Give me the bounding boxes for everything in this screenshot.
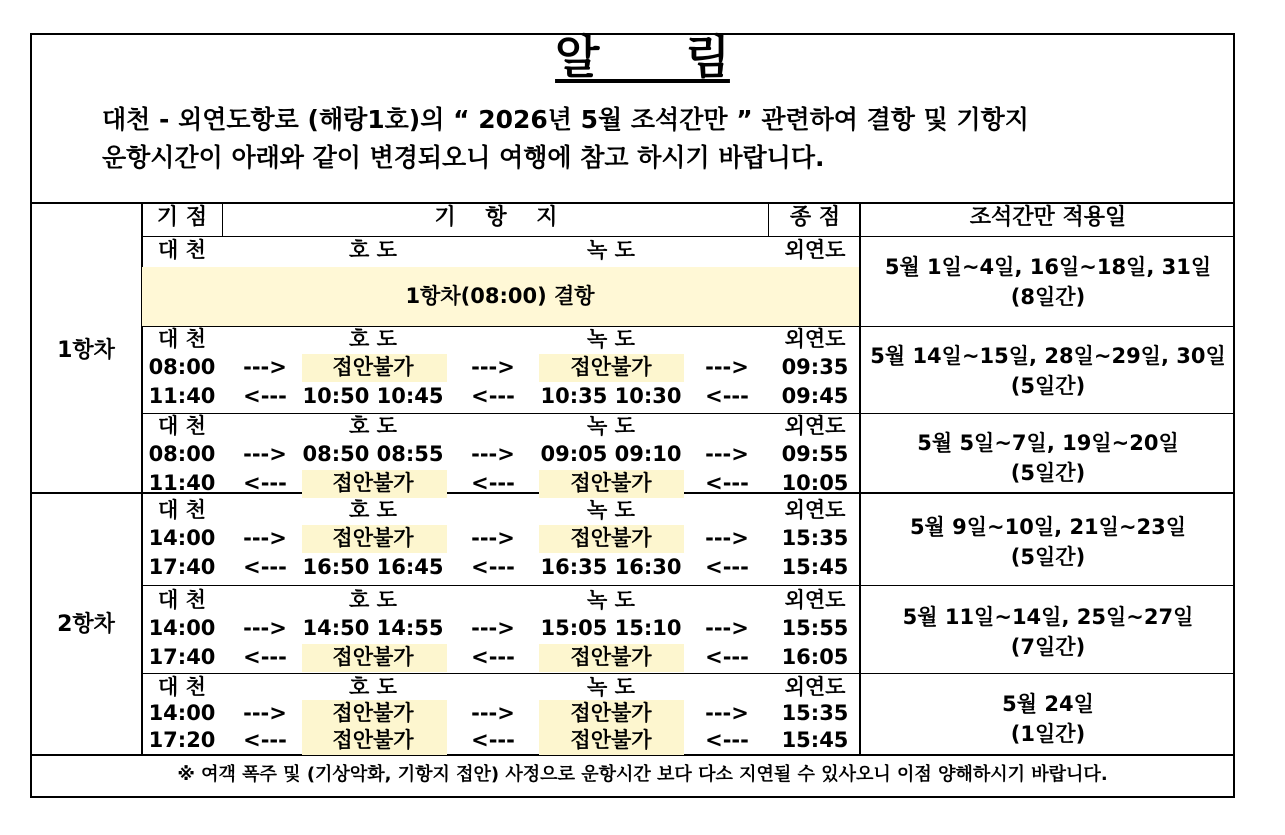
place-hodo: 호 도 [349, 588, 397, 612]
outbound-hodo-time: 접안불가 [332, 701, 414, 725]
return-nokdo-time: 접안불가 [570, 645, 652, 669]
group-4-dates: 5월 9일~10일, 21일~23일 (5일간) [909, 515, 1187, 569]
return-arrive-time: 11:40 [148, 471, 216, 495]
place-nokdo: 녹 도 [587, 327, 635, 351]
outbound-depart-time: 08:00 [148, 355, 216, 379]
group-rule-2 [142, 413, 1235, 414]
place-oeyeondo: 외연도 [784, 675, 846, 699]
return-arrow: <--- [243, 645, 287, 669]
outbound-arrow: ---> [705, 701, 749, 725]
outbound-arrow: ---> [243, 701, 287, 725]
group-rule-3 [142, 585, 1235, 586]
place-nokdo: 녹 도 [587, 414, 635, 438]
outbound-depart-time: 08:00 [148, 442, 216, 466]
return-arrow: <--- [705, 555, 749, 579]
return-arrow: <--- [471, 471, 515, 495]
place-daecheon: 대 천 [158, 588, 206, 612]
outbound-nokdo-time: 접안불가 [570, 355, 652, 379]
place-daecheon: 대 천 [158, 327, 206, 351]
return-arrow: <--- [243, 728, 287, 752]
outbound-nokdo-time: 접안불가 [570, 701, 652, 725]
header-rule-1 [222, 202, 223, 237]
outbound-arrow: ---> [471, 526, 515, 550]
place-daecheon: 대 천 [158, 238, 206, 262]
return-nokdo-time: 접안불가 [570, 728, 652, 752]
outbound-nokdo-time: 09:05 09:10 [540, 442, 682, 466]
place-daecheon: 대 천 [158, 675, 206, 699]
return-arrow: <--- [705, 645, 749, 669]
outbound-arrow: ---> [243, 355, 287, 379]
return-depart-time: 15:45 [781, 728, 849, 752]
outbound-arrow: ---> [243, 616, 287, 640]
outbound-hodo-time: 08:50 08:55 [302, 442, 444, 466]
return-nokdo-time: 10:35 10:30 [540, 384, 682, 408]
outbound-nokdo-time: 15:05 15:10 [540, 616, 682, 640]
cancel-notice: 1항차(08:00) 결항 [405, 284, 595, 308]
return-depart-time: 09:45 [781, 384, 849, 408]
return-arrow: <--- [471, 555, 515, 579]
return-nokdo-time: 16:35 16:30 [540, 555, 682, 579]
outbound-arrow: ---> [705, 526, 749, 550]
return-arrow: <--- [705, 384, 749, 408]
return-arrow: <--- [243, 384, 287, 408]
group-6-dates: 5월 24일 (1일간) [1002, 692, 1094, 746]
return-hodo-time: 10:50 10:45 [302, 384, 444, 408]
place-hodo: 호 도 [349, 675, 397, 699]
header-ports: 기 항 지 [434, 205, 558, 230]
outbound-arrive-time: 15:55 [781, 616, 849, 640]
place-daecheon: 대 천 [158, 414, 206, 438]
return-arrow: <--- [243, 471, 287, 495]
return-arrive-time: 17:20 [148, 728, 216, 752]
outbound-arrow: ---> [705, 355, 749, 379]
outbound-arrow: ---> [705, 442, 749, 466]
outbound-nokdo-time: 접안불가 [570, 526, 652, 550]
outbound-arrive-time: 09:55 [781, 442, 849, 466]
header-bottom-rule [142, 236, 1235, 237]
group-2-dates: 5월 14일~15일, 28일~29일, 30일 (5일간) [870, 344, 1226, 398]
table-top-rule [30, 202, 1235, 204]
place-hodo: 호 도 [349, 498, 397, 522]
place-oeyeondo: 외연도 [784, 588, 846, 612]
outbound-arrive-time: 15:35 [781, 526, 849, 550]
return-arrow: <--- [471, 728, 515, 752]
dates-column-rule [859, 202, 861, 755]
group-1-dates: 5월 1일~4일, 16일~18일, 31일 (8일간) [884, 255, 1212, 309]
outbound-hodo-time: 접안불가 [332, 355, 414, 379]
intro-line-2: 운항시간이 아래와 같이 변경되오니 여행에 참고 하시기 바랍니다. [102, 143, 825, 172]
outbound-hodo-time: 14:50 14:55 [302, 616, 444, 640]
outbound-arrow: ---> [471, 701, 515, 725]
group-rule-4 [142, 673, 1235, 674]
outbound-arrow: ---> [243, 442, 287, 466]
return-arrive-time: 17:40 [148, 645, 216, 669]
return-depart-time: 16:05 [781, 645, 849, 669]
place-oeyeondo: 외연도 [784, 414, 846, 438]
return-hodo-time: 접안불가 [332, 728, 414, 752]
return-arrow: <--- [471, 384, 515, 408]
place-hodo: 호 도 [349, 327, 397, 351]
group-5-dates: 5월 11일~14일, 25일~27일 (7일간) [902, 605, 1194, 659]
outbound-arrow: ---> [471, 355, 515, 379]
place-nokdo: 녹 도 [587, 498, 635, 522]
return-arrive-time: 17:40 [148, 555, 216, 579]
place-hodo: 호 도 [349, 414, 397, 438]
return-hodo-time: 16:50 16:45 [302, 555, 444, 579]
return-hodo-time: 접안불가 [332, 471, 414, 495]
place-nokdo: 녹 도 [587, 238, 635, 262]
place-daecheon: 대 천 [158, 498, 206, 522]
return-nokdo-time: 접안불가 [570, 471, 652, 495]
return-arrow: <--- [471, 645, 515, 669]
place-oeyeondo: 외연도 [784, 327, 846, 351]
outbound-arrive-time: 15:35 [781, 701, 849, 725]
return-hodo-time: 접안불가 [332, 645, 414, 669]
page-title: 알 림 [555, 30, 730, 84]
intro-line-1: 대천 - 외연도항로 (해랑1호)의 “ 2026년 5월 조석간만 ” 관련하여 결항 및 기항지 [102, 105, 1029, 134]
trip-1-label: 1항차 [57, 338, 115, 363]
outbound-hodo-time: 접안불가 [332, 526, 414, 550]
group-rule-1 [142, 326, 1235, 327]
outbound-arrow: ---> [705, 616, 749, 640]
place-nokdo: 녹 도 [587, 675, 635, 699]
place-oeyeondo: 외연도 [784, 238, 846, 262]
outbound-arrow: ---> [471, 616, 515, 640]
return-depart-time: 15:45 [781, 555, 849, 579]
return-arrive-time: 11:40 [148, 384, 216, 408]
outbound-arrive-time: 09:35 [781, 355, 849, 379]
header-terminal: 종 점 [789, 205, 841, 230]
outbound-arrow: ---> [243, 526, 287, 550]
place-oeyeondo: 외연도 [784, 498, 846, 522]
header-rule-2 [768, 202, 769, 237]
outbound-depart-time: 14:00 [148, 526, 216, 550]
outbound-arrow: ---> [471, 442, 515, 466]
outbound-depart-time: 14:00 [148, 701, 216, 725]
return-depart-time: 10:05 [781, 471, 849, 495]
place-nokdo: 녹 도 [587, 588, 635, 612]
header-dates: 조석간만 적용일 [969, 205, 1127, 230]
return-arrow: <--- [243, 555, 287, 579]
return-arrow: <--- [705, 471, 749, 495]
place-hodo: 호 도 [349, 238, 397, 262]
header-origin: 기 점 [156, 205, 208, 230]
group-3-dates: 5월 5일~7일, 19일~20일 (5일간) [917, 431, 1179, 485]
return-arrow: <--- [705, 728, 749, 752]
outbound-depart-time: 14:00 [148, 616, 216, 640]
footnote: ※ 여객 폭주 및 (기상악화, 기항지 접안) 사정으로 운항시간 보다 다소 지연될 수 있사오니 이점 양해하시기 바랍니다. [177, 764, 1108, 785]
trip-2-label: 2항차 [57, 612, 115, 637]
